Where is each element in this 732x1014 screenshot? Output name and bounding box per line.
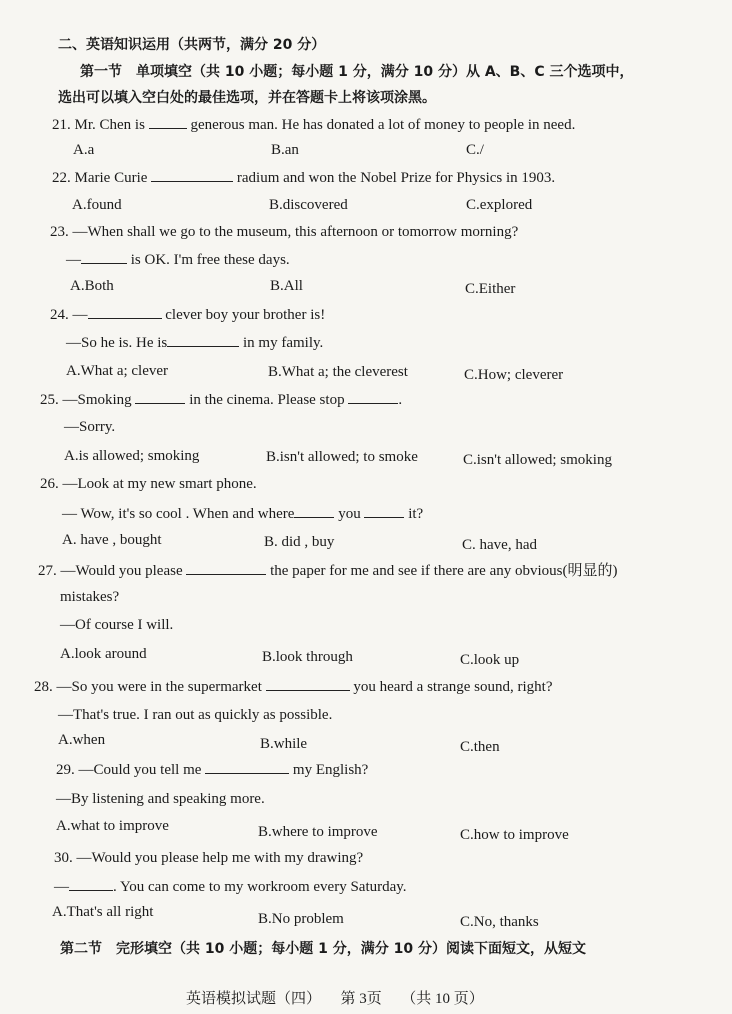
question-text: 28. —So you were in the supermarket — [34, 679, 266, 695]
question-30-line2 — [54, 877, 407, 896]
option-a: A.That's all right — [52, 904, 154, 920]
option-c: C.look up — [460, 652, 520, 668]
question-text: you heard a strange sound, right? — [349, 679, 553, 695]
option-b: B.where to improve — [258, 824, 378, 840]
question-text: clever boy your brother is! — [161, 307, 326, 323]
answer-blank — [186, 561, 266, 575]
question-text: 25. —Smoking — [40, 392, 136, 408]
total-pages: （共 10 页） — [401, 991, 484, 1007]
section2-intro: 第二节 完形填空（共 10 小题；每小题 1 分，满分 10 分）阅读下面短文，从短文 — [60, 941, 586, 957]
question-30 — [54, 849, 363, 867]
part-title: 二、英语知识运用（共两节，满分 20 分） — [58, 37, 326, 53]
option-b: B.discovered — [269, 197, 348, 213]
question-text: . — [398, 392, 403, 408]
question-text: is OK. I'm free these days. — [127, 252, 290, 268]
option-b: B.while — [260, 736, 308, 752]
option-a: A.look around — [60, 646, 147, 662]
option-c: C.How; cleverer — [464, 367, 564, 383]
question-text: — — [66, 252, 81, 268]
answer-blank — [205, 760, 289, 774]
question-27 — [38, 561, 617, 580]
question-21 — [52, 115, 575, 134]
question-text: —So he is. He is — [66, 335, 168, 351]
question-text: it? — [404, 506, 424, 522]
option-c: C./ — [466, 142, 484, 158]
option-c: C.No, thanks — [460, 914, 539, 930]
question-text: 27. —Would you please — [38, 563, 187, 579]
answer-blank — [167, 333, 239, 347]
option-c: C.isn't allowed; smoking — [463, 452, 612, 468]
question-text: 29. —Could you tell me — [56, 762, 206, 778]
question-22 — [52, 168, 555, 187]
question-29-line2: —By listening and speaking more. — [56, 791, 265, 807]
option-c: C.how to improve — [460, 827, 569, 843]
answer-blank — [266, 677, 350, 691]
answer-blank — [364, 504, 404, 518]
option-a: A.found — [72, 197, 122, 213]
answer-blank — [151, 168, 233, 182]
exam-name: 英语模拟试题（四） — [186, 991, 322, 1007]
option-a: A.a — [73, 142, 95, 158]
answer-blank — [88, 305, 162, 319]
question-text: — — [54, 879, 69, 895]
question-text: you — [334, 506, 365, 522]
option-a: A.What a; clever — [66, 363, 169, 379]
answer-blank — [81, 250, 127, 264]
question-25 — [40, 390, 402, 409]
question-26 — [40, 475, 257, 493]
footer — [186, 987, 484, 1008]
section1-intro: 第一节 单项填空（共 10 小题；每小题 1 分，满分 10 分）从 A、B、C 三个选项中， — [80, 64, 634, 80]
question-23 — [50, 223, 518, 241]
option-a: A. have , bought — [62, 532, 162, 548]
question-text: the paper for me and see if there are any obvious(明显的) — [266, 563, 618, 579]
answer-blank — [348, 390, 398, 404]
option-a: A.what to improve — [56, 818, 169, 834]
answer-blank — [135, 390, 185, 404]
option-b: B.look through — [262, 649, 353, 665]
question-23-line2 — [66, 250, 290, 269]
question-text: 23. —When shall we go to the museum, this afternoon or tomorrow morning? — [50, 224, 519, 240]
option-b: B.isn't allowed; to smoke — [266, 449, 418, 465]
question-text: in my family. — [239, 335, 324, 351]
question-29 — [56, 760, 368, 779]
option-b: B.an — [271, 142, 299, 158]
question-27-line2: mistakes? — [60, 589, 120, 605]
option-a: A.Both — [70, 278, 114, 294]
section1-intro-cont: 选出可以填入空白处的最佳选项，并在答题卡上将该项涂黑。 — [58, 90, 436, 106]
question-28 — [34, 677, 552, 696]
question-24 — [50, 305, 325, 324]
question-28-line2: —That's true. I ran out as quickly as possible. — [58, 707, 333, 723]
question-text: — Wow, it's so cool . When and where — [62, 506, 295, 522]
answer-blank — [149, 115, 187, 129]
question-24-line2 — [66, 333, 323, 352]
question-25-line2: —Sorry. — [64, 419, 116, 435]
question-text: 21. Mr. Chen is — [52, 117, 149, 133]
option-b: B. did , buy — [264, 534, 335, 550]
question-26-line2 — [62, 504, 423, 523]
question-text: 26. —Look at my new smart phone. — [40, 476, 257, 492]
answer-blank — [294, 504, 334, 518]
option-b: B.No problem — [258, 911, 344, 927]
question-27-line3: —Of course I will. — [60, 617, 174, 633]
question-text: generous man. He has donated a lot of money to people in need. — [186, 117, 576, 133]
question-text: 22. Marie Curie — [52, 170, 152, 186]
question-text: 24. — — [50, 307, 88, 323]
option-b: B.What a; the cleverest — [268, 364, 408, 380]
question-text: 30. —Would you please help me with my drawing? — [54, 850, 364, 866]
question-text: . You can come to my workroom every Saturday. — [113, 879, 407, 895]
option-a: A.is allowed; smoking — [64, 448, 200, 464]
option-c: C. have, had — [462, 537, 537, 553]
option-a: A.when — [58, 732, 106, 748]
question-text: my English? — [289, 762, 369, 778]
answer-blank — [69, 877, 113, 891]
option-c: C.Either — [465, 281, 516, 297]
option-b: B.All — [270, 278, 303, 294]
option-c: C.explored — [466, 197, 533, 213]
question-text: in the cinema. Please stop — [185, 392, 349, 408]
option-c: C.then — [460, 739, 500, 755]
page-number: 第 3页 — [340, 991, 382, 1007]
question-text: radium and won the Nobel Prize for Physics in 1903. — [233, 170, 556, 186]
